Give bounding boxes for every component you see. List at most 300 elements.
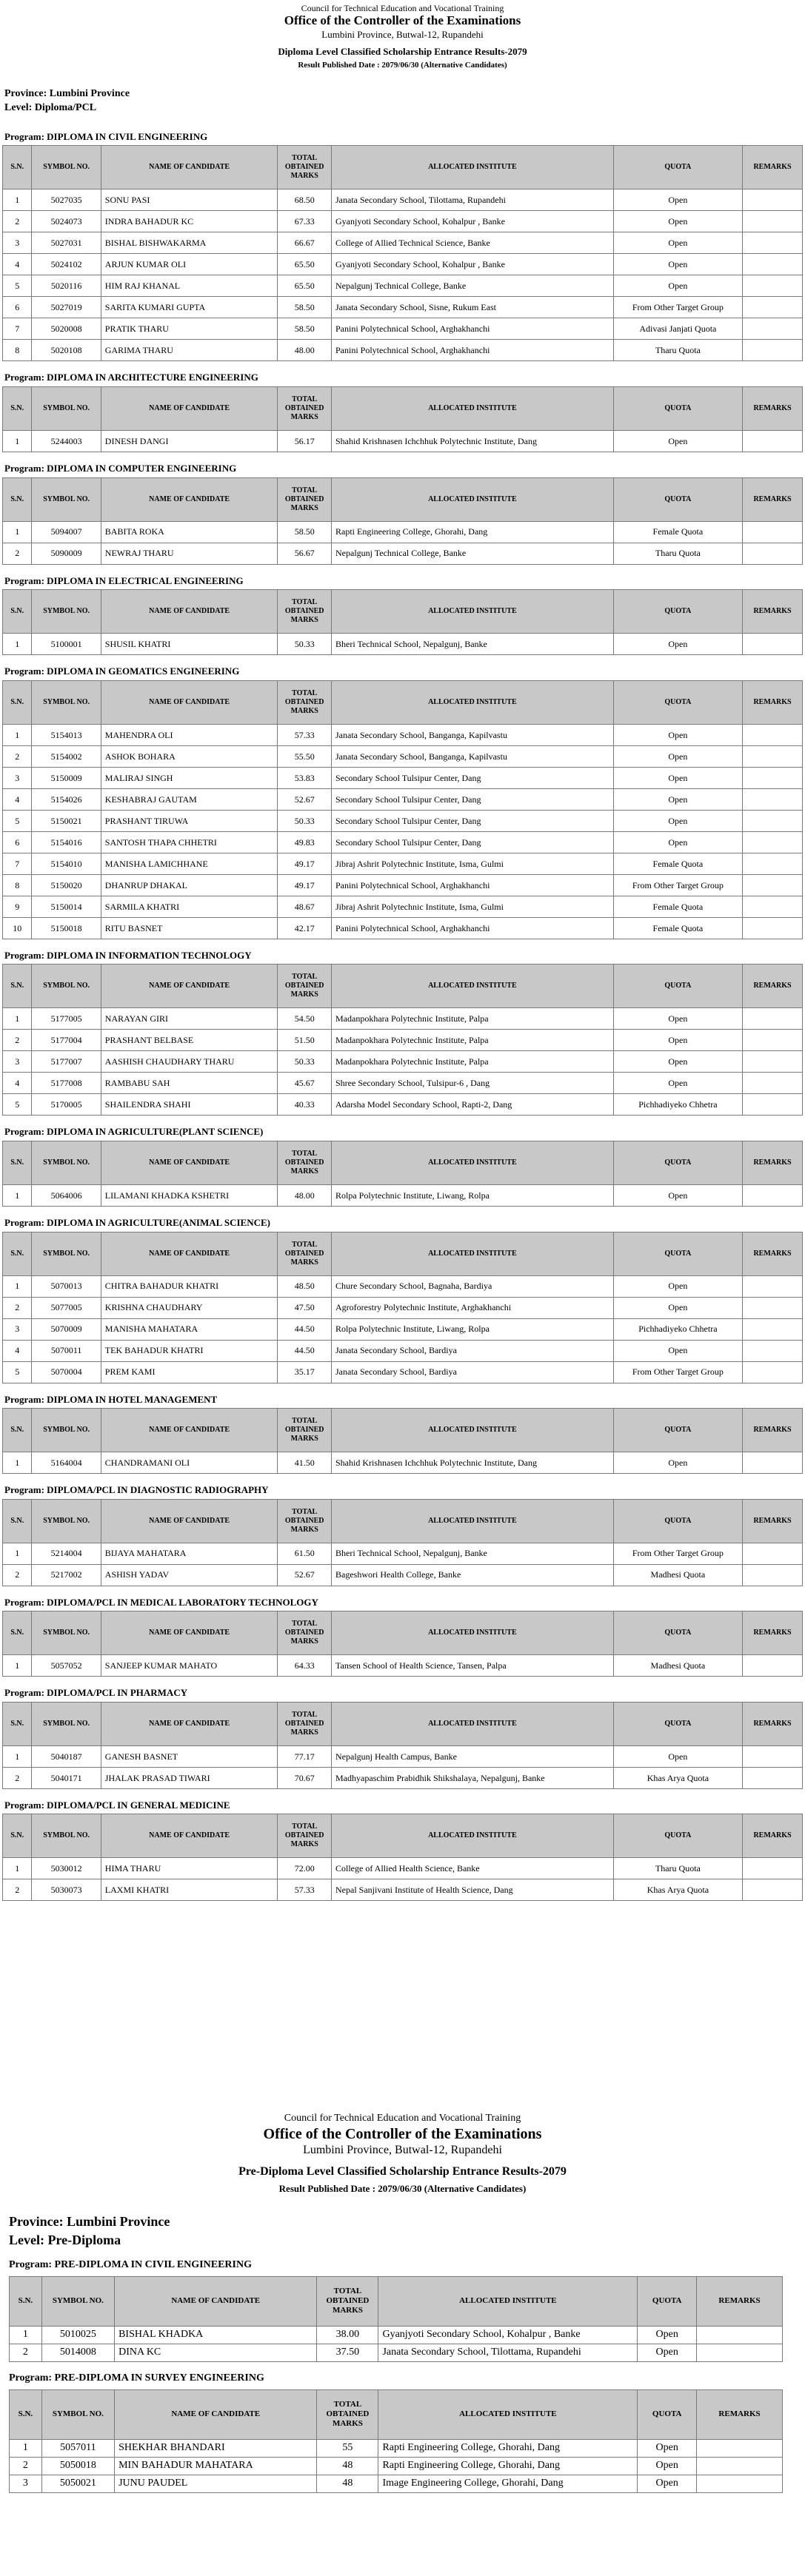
cell-marks: 49.17	[278, 853, 332, 874]
table-row	[3, 521, 803, 543]
cell-quota: Open	[613, 254, 742, 275]
council-name: Council for Technical Education and Vocational Training	[284, 2113, 521, 2124]
column-header-institute: ALLOCATED INSTITUTE	[332, 1409, 614, 1452]
cell-remarks	[743, 917, 803, 939]
cell-quota: Khas Arya Quota	[613, 1767, 742, 1788]
column-header-quota: QUOTA	[613, 386, 742, 430]
cell-marks: 68.50	[278, 189, 332, 211]
cell-remarks	[743, 831, 803, 853]
column-header-name: NAME OF CANDIDATE	[101, 590, 278, 634]
table-header-row	[3, 1141, 803, 1184]
cell-name: SHAILENDRA SHAHI	[101, 1094, 278, 1116]
cell-quota: Open	[638, 2344, 697, 2361]
cell-sn: 1	[3, 521, 32, 543]
cell-remarks	[743, 810, 803, 831]
level-label: Level: Diploma/PCL	[4, 101, 97, 113]
column-header-marks: TOTAL OBTAINED MARKS	[317, 2276, 378, 2326]
column-header-marks: TOTAL OBTAINED MARKS	[278, 1814, 332, 1858]
cell-quota: Open	[613, 1452, 742, 1474]
cell-symbol: 5090009	[32, 543, 101, 564]
cell-name: JHALAK PRASAD TIWARI	[101, 1767, 278, 1788]
cell-quota: Female Quota	[613, 896, 742, 917]
column-header-institute: ALLOCATED INSTITUTE	[332, 1499, 614, 1543]
cell-sn: 1	[3, 1655, 32, 1677]
cell-symbol: 5244003	[32, 430, 101, 452]
province-level-block	[9, 2214, 805, 2249]
column-header-sn: S.N.	[3, 1141, 32, 1184]
cell-symbol: 5150020	[32, 874, 101, 896]
cell-name: PRASHANT BELBASE	[101, 1030, 278, 1051]
table-row	[3, 1361, 803, 1383]
column-header-marks: TOTAL OBTAINED MARKS	[278, 1702, 332, 1745]
column-header-institute: ALLOCATED INSTITUTE	[332, 590, 614, 634]
cell-marks: 57.33	[278, 1879, 332, 1901]
cell-symbol: 5150014	[32, 896, 101, 917]
cell-institute: Shree Secondary School, Tulsipur-6 , Dang	[332, 1073, 614, 1094]
column-header-name: NAME OF CANDIDATE	[101, 1409, 278, 1452]
results-table	[9, 2389, 783, 2493]
cell-symbol: 5024102	[32, 254, 101, 275]
cell-marks: 40.33	[278, 1094, 332, 1116]
province-level-block	[4, 88, 805, 115]
cell-name: GARIMA THARU	[101, 340, 278, 361]
column-header-symbol: SYMBOL NO.	[32, 1702, 101, 1745]
cell-symbol: 5057011	[41, 2439, 114, 2457]
office-address: Lumbini Province, Butwal-12, Rupandehi	[303, 2143, 502, 2156]
cell-sn: 1	[3, 1543, 32, 1564]
cell-sn: 1	[3, 1275, 32, 1297]
cell-institute: Madanpokhara Polytechnic Institute, Palpa	[332, 1008, 614, 1030]
table-row	[3, 788, 803, 810]
cell-quota: Tharu Quota	[613, 543, 742, 564]
cell-institute: Rolpa Polytechnic Institute, Liwang, Rolpa	[332, 1318, 614, 1340]
cell-remarks	[743, 724, 803, 745]
cell-institute: Nepalgunj Technical College, Banke	[332, 275, 614, 297]
cell-institute: Gyanjyoti Secondary School, Kohalpur , Banke	[332, 211, 614, 232]
column-header-sn: S.N.	[3, 146, 32, 189]
column-header-symbol: SYMBOL NO.	[32, 1814, 101, 1858]
cell-marks: 47.50	[278, 1297, 332, 1318]
cell-institute: Janata Secondary School, Tilottama, Rupandehi	[332, 189, 614, 211]
cell-quota: Madhesi Quota	[613, 1655, 742, 1677]
table-row	[10, 2475, 783, 2492]
cell-institute: Tansen School of Health Science, Tansen, Palpa	[332, 1655, 614, 1677]
cell-name: TEK BAHADUR KHATRI	[101, 1340, 278, 1361]
column-header-quota: QUOTA	[613, 680, 742, 724]
column-header-marks: TOTAL OBTAINED MARKS	[278, 146, 332, 189]
column-header-marks: TOTAL OBTAINED MARKS	[317, 2389, 378, 2439]
cell-institute: Nepalgunj Technical College, Banke	[332, 543, 614, 564]
cell-symbol: 5100001	[32, 634, 101, 655]
cell-sn: 3	[3, 1051, 32, 1073]
results-table	[2, 964, 803, 1116]
column-header-sn: S.N.	[3, 1814, 32, 1858]
column-header-symbol: SYMBOL NO.	[32, 386, 101, 430]
cell-symbol: 5027019	[32, 297, 101, 318]
cell-institute: Agroforestry Polytechnic Institute, Arghakhanchi	[332, 1297, 614, 1318]
column-header-quota: QUOTA	[638, 2276, 697, 2326]
column-header-institute: ALLOCATED INSTITUTE	[332, 386, 614, 430]
cell-quota: Open	[613, 1030, 742, 1051]
cell-name: ASHISH YADAV	[101, 1564, 278, 1586]
column-header-institute: ALLOCATED INSTITUTE	[332, 477, 614, 521]
table-row	[3, 430, 803, 452]
column-header-marks: TOTAL OBTAINED MARKS	[278, 1499, 332, 1543]
cell-sn: 5	[3, 275, 32, 297]
column-header-quota: QUOTA	[613, 965, 742, 1008]
results-table	[2, 680, 803, 939]
cell-sn: 1	[3, 724, 32, 745]
cell-quota: From Other Target Group	[613, 297, 742, 318]
cell-marks: 52.67	[278, 788, 332, 810]
cell-name: BIJAYA MAHATARA	[101, 1543, 278, 1564]
table-header-row	[3, 477, 803, 521]
cell-symbol: 5217002	[32, 1564, 101, 1586]
cell-marks: 70.67	[278, 1767, 332, 1788]
cell-symbol: 5040171	[32, 1767, 101, 1788]
cell-remarks	[743, 1745, 803, 1767]
cell-remarks	[743, 543, 803, 564]
cell-quota: Open	[613, 634, 742, 655]
column-header-name: NAME OF CANDIDATE	[101, 1499, 278, 1543]
cell-name: ASHOK BOHARA	[101, 745, 278, 767]
cell-marks: 56.67	[278, 543, 332, 564]
program-title: Program: DIPLOMA IN GEOMATICS ENGINEERING	[4, 665, 240, 677]
cell-symbol: 5020108	[32, 340, 101, 361]
cell-symbol: 5020116	[32, 275, 101, 297]
cell-marks: 67.33	[278, 211, 332, 232]
table-row	[10, 2439, 783, 2457]
cell-name: PREM KAMI	[101, 1361, 278, 1383]
cell-marks: 56.17	[278, 430, 332, 452]
cell-symbol: 5154013	[32, 724, 101, 745]
column-header-remarks: REMARKS	[697, 2389, 783, 2439]
cell-name: DINESH DANGI	[101, 430, 278, 452]
column-header-institute: ALLOCATED INSTITUTE	[378, 2276, 638, 2326]
table-row	[3, 1318, 803, 1340]
program-title: Program: DIPLOMA/PCL IN PHARMACY	[4, 1687, 188, 1699]
cell-name: NEWRAJ THARU	[101, 543, 278, 564]
cell-symbol: 5020008	[32, 318, 101, 340]
cell-remarks	[743, 1297, 803, 1318]
cell-sn: 2	[3, 745, 32, 767]
cell-symbol: 5070011	[32, 1340, 101, 1361]
cell-institute: Madanpokhara Polytechnic Institute, Palpa	[332, 1030, 614, 1051]
cell-marks: 44.50	[278, 1340, 332, 1361]
cell-marks: 49.83	[278, 831, 332, 853]
cell-quota: Open	[613, 1073, 742, 1094]
cell-name: BABITA ROKA	[101, 521, 278, 543]
table-row	[3, 1030, 803, 1051]
program-title: Program: DIPLOMA IN ARCHITECTURE ENGINEERING	[4, 372, 258, 383]
cell-remarks	[743, 745, 803, 767]
table-header-row	[3, 1702, 803, 1745]
column-header-sn: S.N.	[10, 2389, 42, 2439]
column-header-quota: QUOTA	[613, 146, 742, 189]
cell-sn: 2	[3, 1564, 32, 1586]
column-header-remarks: REMARKS	[743, 590, 803, 634]
cell-institute: Janata Secondary School, Banganga, Kapilvastu	[332, 745, 614, 767]
cell-symbol: 5010025	[41, 2326, 114, 2344]
cell-institute: Janata Secondary School, Bardiya	[332, 1340, 614, 1361]
column-header-symbol: SYMBOL NO.	[32, 1141, 101, 1184]
cell-sn: 5	[3, 1094, 32, 1116]
column-header-remarks: REMARKS	[743, 1611, 803, 1655]
cell-quota: Open	[613, 1297, 742, 1318]
cell-quota: Open	[613, 189, 742, 211]
column-header-quota: QUOTA	[613, 1409, 742, 1452]
cell-remarks	[743, 1858, 803, 1879]
cell-marks: 55	[317, 2439, 378, 2457]
column-header-name: NAME OF CANDIDATE	[101, 965, 278, 1008]
results-header	[0, 2113, 805, 2195]
column-header-quota: QUOTA	[613, 1232, 742, 1275]
cell-remarks	[743, 1051, 803, 1073]
cell-quota: Open	[613, 275, 742, 297]
cell-marks: 65.50	[278, 275, 332, 297]
cell-name: JUNU PAUDEL	[115, 2475, 317, 2492]
cell-symbol: 5027031	[32, 232, 101, 254]
cell-institute: Madhyapaschim Prabidhik Shikshalaya, Nepalgunj, Banke	[332, 1767, 614, 1788]
cell-marks: 38.00	[317, 2326, 378, 2344]
table-header-row	[3, 1499, 803, 1543]
cell-marks: 50.33	[278, 810, 332, 831]
cell-symbol: 5150021	[32, 810, 101, 831]
column-header-sn: S.N.	[3, 1232, 32, 1275]
column-header-quota: QUOTA	[613, 1611, 742, 1655]
results-table	[2, 1232, 803, 1383]
column-header-sn: S.N.	[3, 965, 32, 1008]
cell-quota: Open	[613, 724, 742, 745]
table-row	[3, 232, 803, 254]
column-header-sn: S.N.	[3, 1611, 32, 1655]
cell-institute: Shahid Krishnasen Ichchhuk Polytechnic Institute, Dang	[332, 1452, 614, 1474]
cell-remarks	[743, 1073, 803, 1094]
cell-remarks	[697, 2344, 783, 2361]
table-row	[3, 1008, 803, 1030]
column-header-remarks: REMARKS	[743, 1814, 803, 1858]
cell-name: PRATIK THARU	[101, 318, 278, 340]
table-row	[3, 767, 803, 788]
cell-marks: 58.50	[278, 297, 332, 318]
table-row	[3, 1858, 803, 1879]
cell-institute: Gyanjyoti Secondary School, Kohalpur , Banke	[378, 2326, 638, 2344]
cell-marks: 61.50	[278, 1543, 332, 1564]
column-header-sn: S.N.	[3, 477, 32, 521]
cell-remarks	[743, 767, 803, 788]
cell-name: SONU PASI	[101, 189, 278, 211]
column-header-symbol: SYMBOL NO.	[32, 1499, 101, 1543]
cell-institute: College of Allied Health Science, Banke	[332, 1858, 614, 1879]
cell-name: SHEKHAR BHANDARI	[115, 2439, 317, 2457]
cell-symbol: 5070004	[32, 1361, 101, 1383]
cell-quota: Open	[613, 831, 742, 853]
program-title: Program: DIPLOMA/PCL IN GENERAL MEDICINE	[4, 1799, 230, 1811]
column-header-marks: TOTAL OBTAINED MARKS	[278, 680, 332, 724]
results-table	[2, 477, 803, 565]
cell-remarks	[743, 254, 803, 275]
cell-marks: 35.17	[278, 1361, 332, 1383]
cell-institute: Shahid Krishnasen Ichchhuk Polytechnic Institute, Dang	[332, 430, 614, 452]
cell-marks: 51.50	[278, 1030, 332, 1051]
column-header-institute: ALLOCATED INSTITUTE	[332, 1141, 614, 1184]
table-row	[3, 275, 803, 297]
cell-sn: 6	[3, 831, 32, 853]
cell-quota: Open	[613, 1745, 742, 1767]
cell-remarks	[743, 275, 803, 297]
cell-institute: Janata Secondary School, Tilottama, Rupandehi	[378, 2344, 638, 2361]
cell-name: DINA KC	[115, 2344, 317, 2361]
cell-marks: 42.17	[278, 917, 332, 939]
published-date: Result Published Date : 2079/06/30 (Alternative Candidates)	[298, 60, 507, 70]
table-row	[3, 745, 803, 767]
cell-symbol: 5030073	[32, 1879, 101, 1901]
cell-sn: 1	[3, 1008, 32, 1030]
cell-marks: 48	[317, 2475, 378, 2492]
cell-marks: 53.83	[278, 767, 332, 788]
cell-institute: Janata Secondary School, Banganga, Kapilvastu	[332, 724, 614, 745]
cell-symbol: 5027035	[32, 189, 101, 211]
column-header-name: NAME OF CANDIDATE	[101, 146, 278, 189]
cell-sn: 2	[10, 2457, 42, 2475]
cell-remarks	[743, 1543, 803, 1564]
cell-quota: Open	[613, 232, 742, 254]
cell-symbol: 5154002	[32, 745, 101, 767]
cell-quota: From Other Target Group	[613, 1361, 742, 1383]
cell-sn: 1	[10, 2326, 42, 2344]
column-header-marks: TOTAL OBTAINED MARKS	[278, 1611, 332, 1655]
program-title: Program: PRE-DIPLOMA IN SURVEY ENGINEERING	[9, 2372, 264, 2384]
cell-sn: 8	[3, 874, 32, 896]
pre-diploma-programs	[0, 2259, 805, 2493]
cell-quota: Open	[613, 1340, 742, 1361]
cell-name: LILAMANI KHADKA KSHETRI	[101, 1184, 278, 1206]
cell-name: KESHABRAJ GAUTAM	[101, 788, 278, 810]
cell-name: PRASHANT TIRUWA	[101, 810, 278, 831]
cell-symbol: 5024073	[32, 211, 101, 232]
cell-marks: 66.67	[278, 232, 332, 254]
cell-name: LAXMI KHATRI	[101, 1879, 278, 1901]
cell-sn: 1	[3, 189, 32, 211]
program-title: Program: DIPLOMA IN COMPUTER ENGINEERING	[4, 462, 237, 474]
results-table	[2, 1141, 803, 1207]
cell-marks: 44.50	[278, 1318, 332, 1340]
table-header-row	[3, 146, 803, 189]
cell-name: GANESH BASNET	[101, 1745, 278, 1767]
cell-remarks	[743, 1275, 803, 1297]
office-name: Office of the Controller of the Examinations	[263, 2125, 542, 2142]
cell-remarks	[697, 2439, 783, 2457]
cell-name: RAMBABU SAH	[101, 1073, 278, 1094]
table-header-row	[3, 1611, 803, 1655]
cell-marks: 72.00	[278, 1858, 332, 1879]
cell-symbol: 5214004	[32, 1543, 101, 1564]
cell-remarks	[743, 340, 803, 361]
cell-name: BISHAL BISHWAKARMA	[101, 232, 278, 254]
column-header-institute: ALLOCATED INSTITUTE	[332, 680, 614, 724]
cell-remarks	[743, 430, 803, 452]
results-title: Diploma Level Classified Scholarship Entrance Results-2079	[278, 46, 527, 58]
cell-marks: 37.50	[317, 2344, 378, 2361]
column-header-quota: QUOTA	[638, 2389, 697, 2439]
cell-name: HIMA THARU	[101, 1858, 278, 1879]
column-header-remarks: REMARKS	[743, 1141, 803, 1184]
cell-sn: 4	[3, 788, 32, 810]
cell-marks: 58.50	[278, 521, 332, 543]
cell-sn: 2	[3, 1767, 32, 1788]
column-header-quota: QUOTA	[613, 1702, 742, 1745]
table-row	[3, 318, 803, 340]
table-row	[3, 543, 803, 564]
column-header-name: NAME OF CANDIDATE	[101, 680, 278, 724]
column-header-sn: S.N.	[3, 680, 32, 724]
column-header-symbol: SYMBOL NO.	[32, 680, 101, 724]
cell-remarks	[697, 2326, 783, 2344]
office-address: Lumbini Province, Butwal-12, Rupandehi	[321, 28, 484, 40]
results-table	[2, 1611, 803, 1677]
program-title: Program: DIPLOMA/PCL IN MEDICAL LABORATORY TECHNOLOGY	[4, 1596, 318, 1608]
cell-quota: Open	[613, 1184, 742, 1206]
cell-symbol: 5150018	[32, 917, 101, 939]
cell-marks: 41.50	[278, 1452, 332, 1474]
cell-quota: Open	[613, 767, 742, 788]
cell-name: NARAYAN GIRI	[101, 1008, 278, 1030]
cell-name: SANJEEP KUMAR MAHATO	[101, 1655, 278, 1677]
column-header-remarks: REMARKS	[743, 680, 803, 724]
cell-remarks	[697, 2457, 783, 2475]
office-name: Office of the Controller of the Examinations	[284, 13, 521, 28]
cell-remarks	[743, 1030, 803, 1051]
cell-quota: Madhesi Quota	[613, 1564, 742, 1586]
cell-marks: 52.67	[278, 1564, 332, 1586]
cell-quota: Open	[613, 211, 742, 232]
cell-marks: 65.50	[278, 254, 332, 275]
cell-quota: Open	[613, 1008, 742, 1030]
cell-name: CHANDRAMANI OLI	[101, 1452, 278, 1474]
table-row	[3, 1051, 803, 1073]
council-name: Council for Technical Education and Vocational Training	[301, 3, 504, 13]
cell-remarks	[743, 1564, 803, 1586]
cell-quota: Female Quota	[613, 853, 742, 874]
cell-quota: Open	[638, 2439, 697, 2457]
cell-remarks	[743, 1452, 803, 1474]
cell-remarks	[743, 521, 803, 543]
table-header-row	[3, 1232, 803, 1275]
table-row	[3, 1879, 803, 1901]
cell-remarks	[743, 874, 803, 896]
table-header-row	[3, 1409, 803, 1452]
table-row	[10, 2457, 783, 2475]
table-row	[3, 874, 803, 896]
cell-symbol: 5050018	[41, 2457, 114, 2475]
cell-sn: 3	[3, 767, 32, 788]
table-row	[3, 254, 803, 275]
cell-symbol: 5154010	[32, 853, 101, 874]
cell-marks: 45.67	[278, 1073, 332, 1094]
column-header-marks: TOTAL OBTAINED MARKS	[278, 965, 332, 1008]
cell-quota: From Other Target Group	[613, 874, 742, 896]
cell-remarks	[743, 1655, 803, 1677]
cell-sn: 4	[3, 1073, 32, 1094]
table-row	[3, 1340, 803, 1361]
cell-marks: 64.33	[278, 1655, 332, 1677]
cell-marks: 48.00	[278, 340, 332, 361]
results-table	[2, 1499, 803, 1586]
cell-quota: Open	[638, 2326, 697, 2344]
cell-symbol: 5170005	[32, 1094, 101, 1116]
cell-quota: Open	[613, 1275, 742, 1297]
column-header-marks: TOTAL OBTAINED MARKS	[278, 477, 332, 521]
